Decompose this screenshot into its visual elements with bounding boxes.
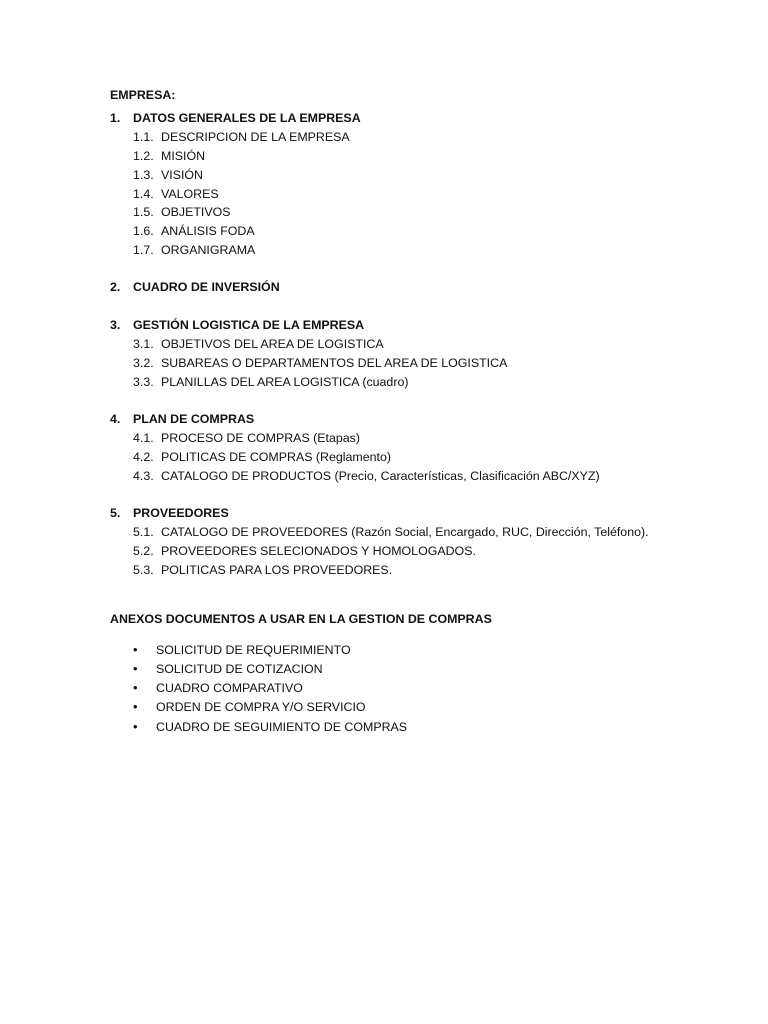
item-number: 3.3. — [133, 375, 154, 389]
list-item: ANÁLISIS FODA — [161, 224, 255, 238]
section-number: 4. — [110, 412, 121, 426]
item-number: 1.6. — [133, 224, 154, 238]
bullet-icon: • — [133, 680, 138, 695]
annex-item: ORDEN DE COMPRA Y/O SERVICIO — [156, 700, 366, 714]
section-number: 2. — [110, 280, 121, 294]
annex-item: SOLICITUD DE REQUERIMIENTO — [156, 643, 351, 657]
bullet-icon: • — [133, 642, 138, 657]
annex-item: SOLICITUD DE COTIZACION — [156, 662, 323, 676]
annex-item: CUADRO COMPARATIVO — [156, 681, 303, 695]
list-item: DESCRIPCION DE LA EMPRESA — [161, 130, 350, 144]
section-title: CUADRO DE INVERSIÓN — [133, 280, 280, 294]
item-number: 5.1. — [133, 525, 154, 539]
bullet-icon: • — [133, 719, 138, 734]
list-item: POLITICAS DE COMPRAS (Reglamento) — [161, 450, 391, 464]
item-number: 4.2. — [133, 450, 154, 464]
bullet-icon: • — [133, 661, 138, 676]
item-number: 4.1. — [133, 431, 154, 445]
item-number: 1.2. — [133, 149, 154, 163]
list-item: VALORES — [161, 187, 219, 201]
list-item: VISIÓN — [161, 168, 203, 182]
item-number: 3.2. — [133, 356, 154, 370]
document-title: EMPRESA: — [110, 88, 176, 102]
annex-item: CUADRO DE SEGUIMIENTO DE COMPRAS — [156, 720, 408, 734]
list-item: MISIÓN — [161, 149, 206, 163]
section-number: 3. — [110, 318, 121, 332]
item-number: 5.2. — [133, 544, 154, 558]
section-title: PROVEEDORES — [133, 506, 229, 520]
list-item: CATALOGO DE PRODUCTOS (Precio, Características, Clasificación ABC/XYZ) — [161, 469, 600, 483]
list-item: OBJETIVOS DEL AREA DE LOGISTICA — [161, 337, 384, 351]
item-number: 1.4. — [133, 187, 154, 201]
list-item: OBJETIVOS — [161, 205, 231, 219]
list-item: PLANILLAS DEL AREA LOGISTICA (cuadro) — [161, 375, 409, 389]
item-number: 4.3. — [133, 469, 154, 483]
list-item: PROCESO DE COMPRAS (Etapas) — [161, 431, 360, 445]
list-item: POLITICAS PARA LOS PROVEEDORES. — [161, 563, 393, 577]
annex-title: ANEXOS DOCUMENTOS A USAR EN LA GESTION DE COMPRAS — [110, 612, 492, 626]
item-number: 1.5. — [133, 205, 154, 219]
item-number: 1.1. — [133, 130, 154, 144]
section-title: GESTIÓN LOGISTICA DE LA EMPRESA — [133, 318, 365, 332]
list-item: SUBAREAS O DEPARTAMENTOS DEL AREA DE LOGISTICA — [161, 356, 508, 370]
list-item: PROVEEDORES SELECIONADOS Y HOMOLOGADOS. — [161, 544, 476, 558]
item-number: 3.1. — [133, 337, 154, 351]
item-number: 1.3. — [133, 168, 154, 182]
item-number: 5.3. — [133, 563, 154, 577]
section-number: 5. — [110, 506, 121, 520]
section-title: DATOS GENERALES DE LA EMPRESA — [133, 111, 361, 125]
list-item: ORGANIGRAMA — [161, 243, 256, 257]
section-title: PLAN DE COMPRAS — [133, 412, 255, 426]
item-number: 1.7. — [133, 243, 154, 257]
section-number: 1. — [110, 111, 121, 125]
bullet-icon: • — [133, 699, 138, 714]
list-item: CATALOGO DE PROVEEDORES (Razón Social, Encargado, RUC, Dirección, Teléfono). — [161, 525, 649, 539]
